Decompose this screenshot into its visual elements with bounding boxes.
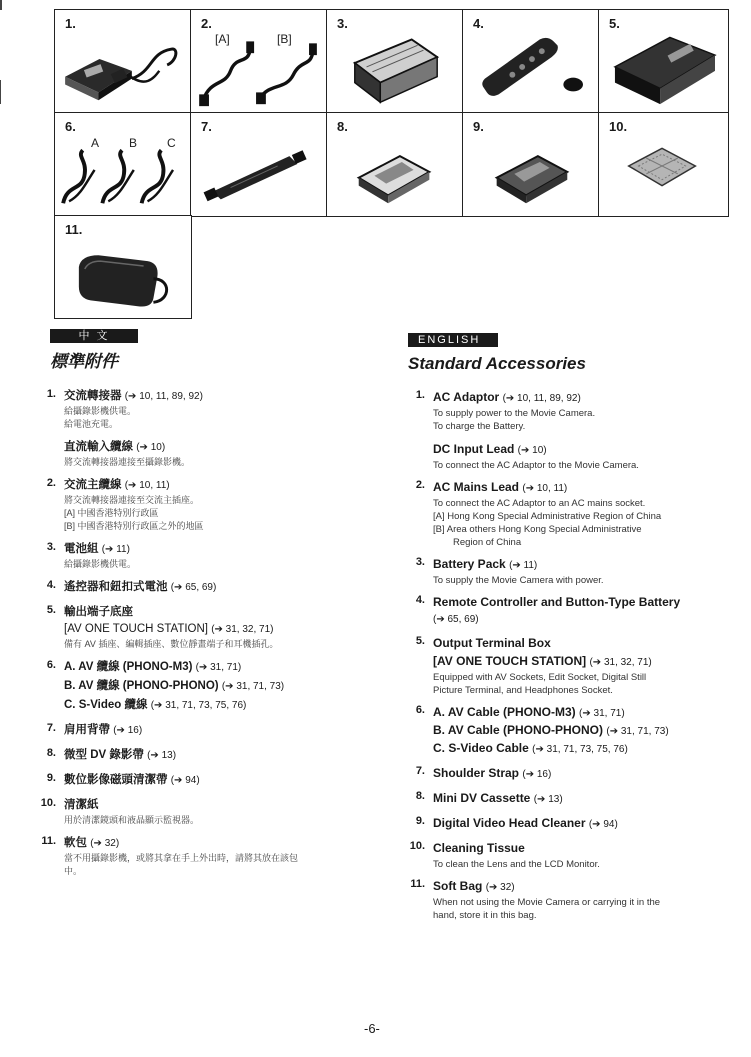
list-item xyxy=(401,815,731,833)
accessory-cell-8 xyxy=(326,112,464,217)
accessory-number: 1. xyxy=(65,16,76,31)
scan-edge-mark xyxy=(0,80,1,104)
item-title: AC Adaptor xyxy=(433,390,500,404)
item-title: 交流主纜線 xyxy=(64,479,122,491)
list-item xyxy=(401,840,731,871)
item-description: When not using the Movie Camera or carrying it in the xyxy=(433,897,661,908)
item-title: AC Mains Lead xyxy=(433,480,520,494)
item-number: 4. xyxy=(415,594,425,606)
item-number: 5. xyxy=(46,604,56,616)
list-item xyxy=(401,594,731,628)
item-title: B. AV 纜線 (PHONO-PHONO) xyxy=(64,680,219,692)
page-reference: (➔ 31, 71, 73) xyxy=(221,681,285,692)
item-description: 給電池充電。 xyxy=(64,419,119,429)
page-reference: (➔ 11) xyxy=(101,544,130,555)
item-title: 軟包 xyxy=(64,837,87,849)
item-title: DC Input Lead xyxy=(433,442,515,456)
item-description: 給攝錄影機供電。 xyxy=(64,406,137,416)
item-description: 將交流轉接器連接至交流主插座。 xyxy=(64,495,200,505)
item-number: 6. xyxy=(415,704,425,716)
page-reference: (➔ 16) xyxy=(113,725,143,736)
battery-pack-icon xyxy=(327,10,463,113)
page-reference: (➔ 31, 71) xyxy=(195,662,242,673)
accessory-cell-11 xyxy=(54,215,192,319)
item-title: Output Terminal Box xyxy=(433,636,551,650)
accessory-number: 5. xyxy=(609,16,620,31)
item-title: Remote Controller and Button-Type Battery xyxy=(433,595,681,609)
page-reference: (➔ 32) xyxy=(90,838,120,849)
list-item xyxy=(401,740,731,758)
item-description: To connect the AC Adaptor to the Movie Camera. xyxy=(433,460,639,471)
list-item xyxy=(401,653,731,697)
accessory-number: 3. xyxy=(337,16,348,31)
item-description: 將交流轉接器連接至攝錄影機。 xyxy=(64,457,191,467)
chinese-accessory-list xyxy=(32,388,372,878)
head-cleaner-icon xyxy=(463,113,599,216)
page-reference: (➔ 32) xyxy=(485,882,515,893)
item-title: 肩用背帶 xyxy=(64,724,110,736)
item-number: 4. xyxy=(46,579,56,591)
variant-label-a: A xyxy=(91,136,100,150)
item-description: [B] 中國香港特別行政區之外的地區 xyxy=(64,521,204,531)
soft-bag-icon xyxy=(55,216,191,318)
item-number: 6. xyxy=(46,659,56,671)
page-reference: (➔ 31, 71, 73) xyxy=(606,726,669,737)
item-title: A. AV 纜線 (PHONO-M3) xyxy=(64,661,193,673)
item-description: 當不用攝錄影機，或將其拿在手上外出時，請將其放在該包 xyxy=(64,853,299,863)
list-item xyxy=(32,678,372,695)
item-title: 數位影像磁頭清潔帶 xyxy=(64,774,168,786)
page-reference: (➔ 31, 71) xyxy=(579,708,625,719)
item-title: Mini DV Cassette xyxy=(433,791,531,805)
item-title: Battery Pack xyxy=(433,557,506,571)
chinese-section-title: 標準附件 xyxy=(50,352,118,372)
accessory-number: 4. xyxy=(473,16,484,31)
page-reference: (➔ 31, 32, 71) xyxy=(211,624,274,635)
list-item xyxy=(32,835,372,878)
list-item xyxy=(401,556,731,587)
accessory-number: 10. xyxy=(609,119,628,134)
page-reference: (➔ 10, 11, 89, 92) xyxy=(124,391,203,402)
item-title: Shoulder Strap xyxy=(433,766,520,780)
item-description: To connect the AC Adaptor to an AC mains socket. xyxy=(433,498,646,509)
list-item xyxy=(32,722,372,739)
item-description: To clean the Lens and the LCD Monitor. xyxy=(433,859,600,870)
item-number: 1. xyxy=(415,389,425,401)
page-reference: (➔ 65, 69) xyxy=(433,614,479,625)
item-description: 給攝錄影機供電。 xyxy=(64,559,137,569)
item-number: 11. xyxy=(410,878,425,890)
item-number: 8. xyxy=(415,790,425,802)
accessory-number: 8. xyxy=(337,119,348,134)
accessory-cell-2 xyxy=(190,9,328,114)
accessory-number: 9. xyxy=(473,119,484,134)
item-number: 3. xyxy=(46,541,56,553)
item-title: C. S-Video 纜線 xyxy=(64,699,148,711)
accessory-cell-5 xyxy=(598,9,729,114)
item-description: 中。 xyxy=(64,866,83,876)
list-item xyxy=(401,479,731,549)
item-title: Digital Video Head Cleaner xyxy=(433,816,586,830)
accessory-cell-3 xyxy=(326,9,464,114)
list-item xyxy=(401,765,731,783)
page-reference: (➔ 94) xyxy=(170,775,200,786)
accessory-number: 2. xyxy=(201,16,212,31)
list-item xyxy=(401,722,731,740)
page-reference: (➔ 94) xyxy=(588,819,618,830)
list-item xyxy=(32,659,372,676)
page-reference: (➔ 65, 69) xyxy=(170,582,217,593)
item-number: 1. xyxy=(46,388,56,400)
accessory-cell-10 xyxy=(598,112,729,217)
mini-dv-cassette-icon xyxy=(327,113,463,216)
list-item xyxy=(32,697,372,714)
list-item xyxy=(401,878,731,922)
item-description: [A] Hong Kong Special Administrative Region of China xyxy=(433,511,662,522)
item-number: 10. xyxy=(409,840,425,852)
list-item xyxy=(32,604,372,621)
item-description: Region of China xyxy=(453,537,522,548)
list-item xyxy=(32,579,372,596)
accessory-grid xyxy=(54,9,729,319)
page-reference: (➔ 31, 32, 71) xyxy=(589,657,652,668)
list-item xyxy=(32,621,372,651)
item-title: 微型 DV 錄影帶 xyxy=(64,749,144,761)
list-item xyxy=(401,389,731,433)
item-number: 8. xyxy=(46,747,56,759)
item-title: 遙控器和鈕扣式電池 xyxy=(64,581,168,593)
accessory-cell-6 xyxy=(54,112,192,217)
item-description: Picture Terminal, and Headphones Socket. xyxy=(433,685,613,696)
item-title: 直流輸入纜線 xyxy=(64,441,133,453)
list-item xyxy=(401,635,731,653)
list-item xyxy=(401,704,731,722)
item-number: 10. xyxy=(40,797,56,809)
accessory-cell-1 xyxy=(54,9,192,114)
ac-adaptor-icon xyxy=(55,10,191,113)
page-reference: (➔ 16) xyxy=(522,769,552,780)
accessory-cell-4 xyxy=(462,9,600,114)
remote-controller-icon xyxy=(463,10,599,113)
variant-label-b: [B] xyxy=(277,32,292,46)
item-title: 輸出端子底座 xyxy=(64,606,133,618)
item-number: 7. xyxy=(415,765,425,777)
page-number: -6- xyxy=(364,1021,380,1036)
page-reference: (➔ 10, 11) xyxy=(522,483,568,494)
item-description: [B] Area others Hong Kong Special Administrative xyxy=(433,524,642,535)
item-number: 2. xyxy=(415,479,425,491)
variant-label-b: B xyxy=(129,136,138,150)
output-terminal-box-icon xyxy=(599,10,728,113)
list-item xyxy=(32,388,372,431)
list-item xyxy=(32,797,372,827)
item-title: Soft Bag xyxy=(433,879,483,893)
item-title: C. S-Video Cable xyxy=(433,741,529,755)
item-title: Cleaning Tissue xyxy=(433,841,525,855)
page-reference: (➔ 31, 71, 73, 75, 76) xyxy=(150,700,247,711)
list-item xyxy=(32,477,372,533)
item-number: 3. xyxy=(415,556,425,568)
item-number: 11. xyxy=(41,835,56,847)
chinese-language-label: 中 文 xyxy=(50,329,138,343)
item-description: 用於清潔鏡頭和液晶顯示監視器。 xyxy=(64,815,200,825)
list-item xyxy=(32,772,372,789)
shoulder-strap-icon xyxy=(191,113,327,216)
page-reference: (➔ 31, 71, 73, 75, 76) xyxy=(532,744,628,755)
item-description: [A] 中國香港特別行政區 xyxy=(64,508,159,518)
accessory-cell-9 xyxy=(462,112,600,217)
cleaning-tissue-icon xyxy=(599,113,728,216)
page-reference: (➔ 13) xyxy=(533,794,563,805)
accessory-number: 6. xyxy=(65,119,76,134)
page-reference: (➔ 13) xyxy=(147,750,177,761)
item-description: hand, store it in this bag. xyxy=(433,910,537,921)
scan-edge-mark xyxy=(0,0,2,10)
av-cables-icon xyxy=(55,113,191,216)
accessory-number: 7. xyxy=(201,119,212,134)
accessory-number: 11. xyxy=(65,222,83,237)
list-item xyxy=(32,439,372,469)
item-number: 7. xyxy=(46,722,56,734)
item-title: [AV ONE TOUCH STATION] xyxy=(64,623,208,635)
list-item xyxy=(401,790,731,808)
item-number: 9. xyxy=(46,772,56,784)
list-item xyxy=(401,441,731,472)
item-description: To supply power to the Movie Camera. xyxy=(433,408,596,419)
page-reference: (➔ 10) xyxy=(136,442,166,453)
page-reference: (➔ 11) xyxy=(509,560,538,571)
item-description: To supply the Movie Camera with power. xyxy=(433,575,604,586)
list-item xyxy=(32,541,372,571)
item-title: B. AV Cable (PHONO-PHONO) xyxy=(433,723,604,737)
page-reference: (➔ 10, 11, 89, 92) xyxy=(502,393,581,404)
item-title: 清潔紙 xyxy=(64,799,99,811)
item-title: 交流轉接器 xyxy=(64,390,122,402)
variant-label-a: [A] xyxy=(215,32,230,46)
item-title: [AV ONE TOUCH STATION] xyxy=(433,654,587,668)
item-title: 電池組 xyxy=(64,543,99,555)
item-number: 5. xyxy=(415,635,425,647)
item-description: 備有 AV 插座、編輯插座、數位靜畫端子和耳機插孔。 xyxy=(64,639,279,649)
english-language-label: ENGLISH xyxy=(408,333,498,347)
list-item xyxy=(32,747,372,764)
accessory-cell-7 xyxy=(190,112,328,217)
item-number: 2. xyxy=(46,477,56,489)
page-reference: (➔ 10) xyxy=(517,445,547,456)
english-accessory-list xyxy=(401,389,731,922)
item-number: 9. xyxy=(415,815,425,827)
item-title: A. AV Cable (PHONO-M3) xyxy=(433,705,576,719)
item-description: Equipped with AV Sockets, Edit Socket, Digital Still xyxy=(433,672,647,683)
ac-mains-lead-icon xyxy=(191,10,327,113)
item-description: To charge the Battery. xyxy=(433,421,526,432)
page-reference: (➔ 10, 11) xyxy=(124,480,170,491)
variant-label-c: C xyxy=(167,136,176,150)
english-section-title: Standard Accessories xyxy=(408,354,586,373)
